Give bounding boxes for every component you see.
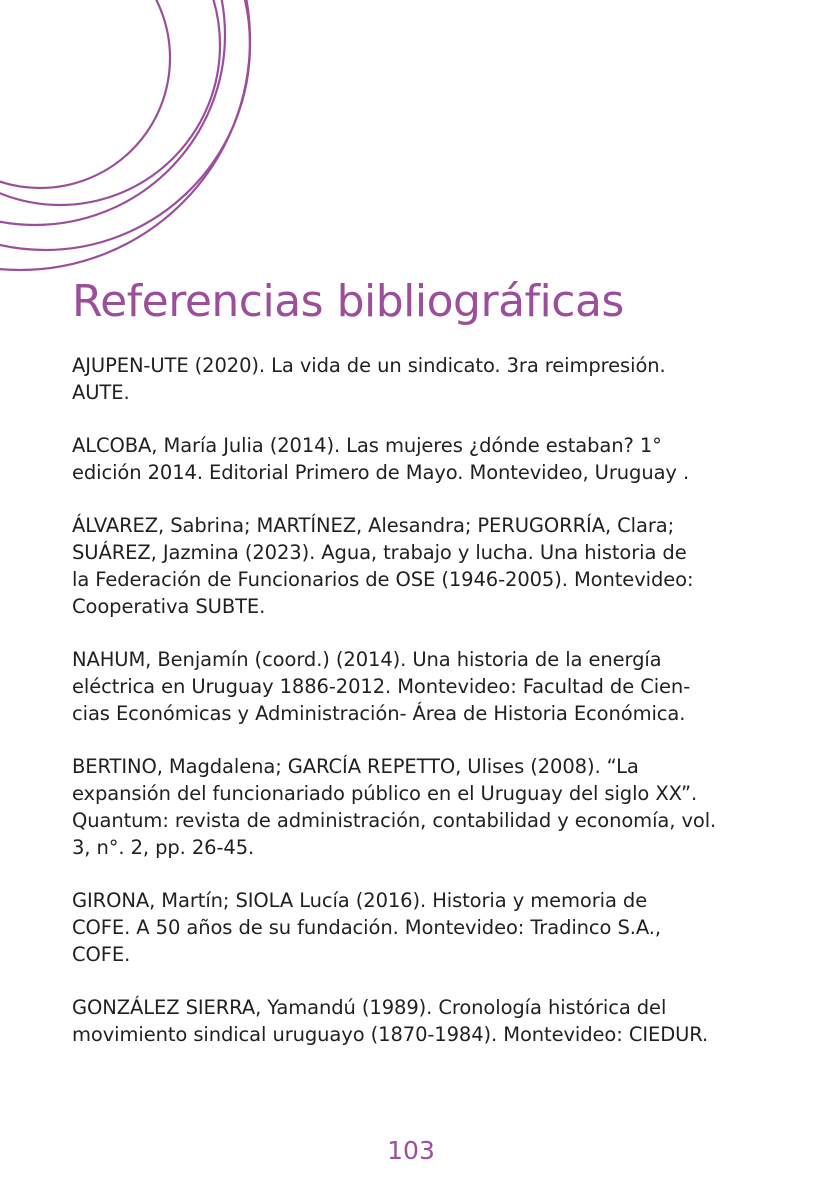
reference-entry <box>72 512 762 620</box>
reference-line: AJUPEN-UTE (2020). La vida de un sindicato. 3ra reimpresión. <box>72 354 666 377</box>
reference-line: 3, n°. 2, pp. 26-45. <box>72 836 255 859</box>
reference-line: ALCOBA, María Julia (2014). Las mujeres ¿dónde estaban? 1° <box>72 434 662 457</box>
reference-entry <box>72 432 762 486</box>
page-number: 103 <box>387 1136 435 1165</box>
reference-line: la Federación de Funcionarios de OSE (1946-2005). Montevideo: <box>72 568 694 591</box>
reference-line: movimiento sindical uruguayo (1870-1984). Montevideo: CIEDUR. <box>72 1023 709 1046</box>
reference-line: edición 2014. Editorial Primero de Mayo. Montevideo, Uruguay . <box>72 461 690 484</box>
reference-line: SUÁREZ, Jazmina (2023). Agua, trabajo y lucha. Una historia de <box>72 541 687 564</box>
reference-line: AUTE. <box>72 381 130 404</box>
reference-line: cias Económicas y Administración- Área de Historia Económica. <box>72 702 686 725</box>
reference-line: COFE. <box>72 943 131 966</box>
reference-line: Cooperativa SUBTE. <box>72 595 266 618</box>
reference-line: Quantum: revista de administración, contabilidad y economía, vol. <box>72 809 717 832</box>
reference-line: NAHUM, Benjamín (coord.) (2014). Una historia de la energía <box>72 648 662 671</box>
reference-line: eléctrica en Uruguay 1886-2012. Montevideo: Facultad de Cien- <box>72 675 691 698</box>
concentric-circle-arcs-icon <box>0 0 260 285</box>
reference-entry <box>72 753 762 861</box>
reference-entry <box>72 887 762 968</box>
reference-list <box>72 352 762 1074</box>
reference-line: GIRONA, Martín; SIOLA Lucía (2016). Historia y memoria de <box>72 889 648 912</box>
reference-line: expansión del funcionariado público en el Uruguay del siglo XX”. <box>72 782 698 805</box>
page-title: Referencias bibliográficas <box>72 276 624 327</box>
reference-entry <box>72 646 762 727</box>
reference-line: BERTINO, Magdalena; GARCÍA REPETTO, Ulises (2008). “La <box>72 755 639 778</box>
reference-line: ÁLVAREZ, Sabrina; MARTÍNEZ, Alesandra; PERUGORRÍA, Clara; <box>72 514 675 537</box>
reference-entry <box>72 994 762 1048</box>
reference-line: GONZÁLEZ SIERRA, Yamandú (1989). Cronología histórica del <box>72 996 667 1019</box>
reference-entry <box>72 352 762 406</box>
reference-line: COFE. A 50 años de su fundación. Montevideo: Tradinco S.A., <box>72 916 661 939</box>
